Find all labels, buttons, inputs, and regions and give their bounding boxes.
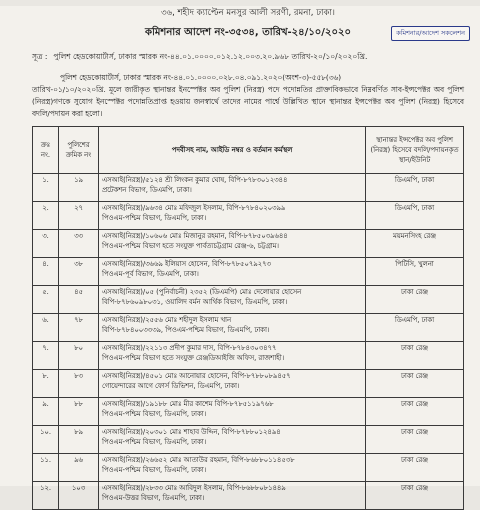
row-destination: ডিএমপি, ঢাকা: [366, 314, 464, 342]
row-name-cell: [99, 342, 366, 370]
row-name-line-1: এসআই(নিরস্ত্র)/২৬৬৫২ মোঃ আতাউর রহমান, বিপি-৮৬৮৮০১১৪৫৩৮: [102, 456, 295, 464]
row-serial: ১০.: [33, 426, 59, 454]
table-row: [33, 174, 464, 202]
row-name-line-2: পিওএম-পশ্চিম বিভাগ হতে সংযুক্ত রেঞ্জডিআইজি অফিস, রাজশাহী।: [102, 354, 285, 362]
row-serial: ৮.: [33, 370, 59, 398]
paragraph-line-2: তারিখ-০১/১০/২০২০খ্রি. মূলে জারীকৃত স্থানান্তর ইনস্পেক্টর অব পুলিশ (নিরস্ত্র) পদে পদোন্নতির প্রাক্তাবিকভাবে: [32, 85, 359, 94]
paragraph-line-3: নিম্নবর্ণিত সাব-ইন্সপেক্টর অব পুলিশ (নিরস্ত্র)গণকে সুযোগ ইনস্পেক্টর পদোন্নতিপ্রাপ্ত হওয়ায় জনস্বার্থে তাদের নামের: [32, 85, 464, 106]
row-name-cell: [99, 258, 366, 286]
table-row: [33, 314, 464, 342]
row-name-line-2: পিওএম-পশ্চিম বিভাগ, ডিএমপি, ঢাকা।: [102, 466, 207, 474]
table-row: [33, 342, 464, 370]
reference-label: সূত্র :: [32, 52, 48, 61]
row-code: ৩৮: [59, 258, 99, 286]
order-paragraph: [32, 72, 464, 120]
row-name-line-1: এসআই(নিরস্ত্র)/১৯১৮৮ মোঃ মীর কাশেম বিপি-৮৭৮৫১১৯৭৬৮: [102, 400, 274, 408]
address-line: ৩৬, শহীদ ক্যাপ্টেন মনসুর আলী সরণী, রমনা, ঢাকা।: [161, 8, 335, 18]
table-row: [33, 482, 464, 510]
row-code: ৮০: [59, 342, 99, 370]
row-destination: ঢাকা রেঞ্জ: [366, 454, 464, 482]
row-name-line-1: এসআই(নিরস্ত্র)/৯৬৩৪ মোঃ মফিজুল ইসলাম, বিপি-৮৭৮৪০২০৩৯৯: [102, 204, 286, 212]
row-destination: পিটিসি, খুলনা: [366, 258, 464, 286]
table-row: [33, 258, 464, 286]
table-row: [33, 398, 464, 426]
row-serial: ৫.: [33, 286, 59, 314]
row-name-cell: [99, 286, 366, 314]
row-name-line-1: এসআই(নিরস্ত্র)/২২১১৩ প্রদীপ কুমার দাস, বিপি-৮৭৮৪৩০৩৪৭৭: [102, 344, 277, 352]
row-name-line-2: পিওএম-পশ্চিম বিভাগ, ডিএমপি, ঢাকা।: [102, 410, 207, 418]
row-name-cell: [99, 370, 366, 398]
order-title: কমিশনার আদেশ নং-৩৫৩৪, তারিখ-২৪/১০/২০২০: [145, 27, 351, 38]
row-name-line-1: এসআই(নিরস্ত্র)/২৫৫৬ মোঃ শহীদুল ইসলাম খান: [102, 316, 232, 324]
row-serial: ৪.: [33, 258, 59, 286]
row-code: ৩৩: [59, 230, 99, 258]
row-destination: ময়মনসিংহ রেঞ্জ: [366, 230, 464, 258]
row-name-line-2: পিওএম-উত্তর বিভাগ, ডিএমপি, ঢাকা।: [102, 494, 205, 502]
row-name-cell: [99, 230, 366, 258]
table-row: [33, 286, 464, 314]
row-code: ৭৮: [59, 314, 99, 342]
row-code: ২৭: [59, 202, 99, 230]
row-code: ৮৯: [59, 426, 99, 454]
row-destination: ডিএমপি, ঢাকা: [366, 202, 464, 230]
row-destination: ঢাকা রেঞ্জ: [366, 426, 464, 454]
table-header-row: [33, 127, 464, 174]
row-name-cell: [99, 202, 366, 230]
row-name-cell: [99, 398, 366, 426]
office-stamp: কমিশনার/আদেশ সকলেশন: [391, 26, 470, 41]
row-name-line-2: পিওএম-পশ্চিম বিভাগ, ডিএমপি, ঢাকা।: [102, 214, 207, 222]
paragraph-line-1: পুলিশ হেডকোয়ার্টার্স, ঢাকার স্মারক নং-৪৪.০১.০০০০.০২৮.০৪.০৯১.২০২০(অংশ-৩)-৫৫৮(৩৬): [60, 73, 342, 82]
document-page: [0, 6, 480, 502]
row-name-line-1: এসআই(নিরস্ত্র)/১০৬০৬ মোঃ মিজানুর রহমান, বিপি-৮৭৮৫০৩৯৬৪৪: [102, 232, 288, 240]
header-code: পুলিশের ক্রমিক নং: [59, 127, 99, 174]
row-serial: ৩.: [33, 230, 59, 258]
table-row: [33, 370, 464, 398]
table-row: [33, 426, 464, 454]
row-code: ৮৩: [59, 370, 99, 398]
row-destination: ঢাকা রেঞ্জ: [366, 482, 464, 510]
paragraph-line-4: পার্শ্বে উল্লিখিত স্থানে স্থানান্তর ইন্সপেক্টর অব পুলিশ (নিরস্ত্র) হিসেবে বদলি/পদায়ন করা হলো।: [32, 97, 464, 118]
row-serial: ১২.: [33, 482, 59, 510]
row-name-line-1: এসআই(নিরস্ত্র)/০৫ (পুনির্বাচনী) ২৩৫২ (ডিএমপি) মোঃ দেলোয়ার হোসেন বিপি-৮৭৮৬০৯৮০৩১, ওয়ালিদ বর্মন আর্থিক বিভাগ, ডিএমপি, ঢাকা।: [102, 288, 302, 306]
row-code: ১৯: [59, 174, 99, 202]
row-serial: ১১.: [33, 454, 59, 482]
row-destination: ঢাকা রেঞ্জ: [366, 286, 464, 314]
order-header: [32, 25, 464, 41]
row-name-cell: [99, 174, 366, 202]
header-destination: স্থানান্তর ইন্সপেক্টর অব পুলিশ (নিরস্ত্র) হিসেবে বদলি/পদায়নকৃত স্থান/ইউনিট: [366, 127, 464, 174]
row-serial: ১.: [33, 174, 59, 202]
row-name-line-1: এসআই(নিরস্ত্র)/৫১২৪ শ্রী লিংকন কুমার ঘোষ, বিপি-৮৭৮৩০১২৩৪৪: [102, 176, 288, 184]
table-row: [33, 202, 464, 230]
row-code: ৪৫: [59, 286, 99, 314]
transfer-table: [32, 126, 464, 510]
row-name-line-2: প্রটেকশন বিভাগ, ডিএমপি, ঢাকা।: [102, 186, 192, 194]
row-name-line-1: এসআই(নিরস্ত্র)/৪৫০১ মোঃ আনোয়ার হোসেন, বিপি-৮৭৮৮০৮৯৪৫৭: [102, 372, 291, 380]
row-name-line-2: পিওএম-পশ্চিম বিভাগ হতে সংযুক্ত পার্বত্যচট্টগ্রাম রেঞ্জ-৬, চট্টগ্রাম।: [102, 242, 279, 250]
header-name: পদবীসহ নাম, আইডি নম্বর ও বর্তমান কর্মস্থল: [99, 127, 366, 174]
row-name-cell: [99, 314, 366, 342]
table-row: [33, 230, 464, 258]
row-name-line-2: গোয়েন্দারের আগে ফোর্স ডিভিশন, ডিএমপি, ঢাকা।: [102, 382, 240, 390]
row-destination: ঢাকা রেঞ্জ: [366, 370, 464, 398]
header-serial: ক্রঃ নং.: [33, 127, 59, 174]
row-name-line-2: বিপি-৮৭৮৪০০৩৩৩৯, পিওএম-পশ্চিম বিভাগ, ডিএমপি, ঢাকা।: [102, 326, 270, 334]
row-code: ৯৬: [59, 454, 99, 482]
row-serial: ৯.: [33, 398, 59, 426]
row-serial: ২.: [33, 202, 59, 230]
row-name-cell: [99, 426, 366, 454]
row-destination: ঢাকা রেঞ্জ: [366, 398, 464, 426]
row-destination: ঢাকা রেঞ্জ: [366, 342, 464, 370]
row-code: ১০৩: [59, 482, 99, 510]
row-destination: ডিএমপি, ঢাকা: [366, 174, 464, 202]
row-name-cell: [99, 454, 366, 482]
reference-text: পুলিশ হেডকোয়ার্টার্স, ঢাকার স্মারক নং-৪৪.০১.০০০০.০১২.১২.০০৩.২০.৯৬৮ তারিখ-২০/১০/২০২০খ্রি.: [53, 52, 368, 61]
row-name-cell: [99, 482, 366, 510]
row-name-line-2: পিওএম-পশ্চিম বিভাগ, ডিএমপি, ঢাকা।: [102, 438, 207, 446]
row-name-line-2: পিওএম-পূর্ব বিভাগ, ডিএমপি, ঢাকা।: [102, 270, 199, 278]
row-name-line-1: এসআই(নিরস্ত্র)/২০৩০১ মোঃ শাহাব উদ্দিন, বিপি-৮৭৮৮০১২৪৯৪: [102, 428, 281, 436]
row-serial: ৬.: [33, 314, 59, 342]
row-name-line-1: এসআই(নিরস্ত্র)/২৮৩৩ মোঃ আবিদুল ইসলাম, বিপি-৮৬৮৮০৮১৪৪৯: [102, 484, 286, 492]
row-code: ৮৮: [59, 398, 99, 426]
row-name-line-1: এসআই(নিরস্ত্র)/৩৬৬৯ ইলিয়াস হোসেন, বিপি-৮৭৮৫০৭৯২৭৩: [102, 260, 271, 268]
table-row: [33, 454, 464, 482]
reference-line: [32, 51, 464, 62]
row-serial: ৭.: [33, 342, 59, 370]
